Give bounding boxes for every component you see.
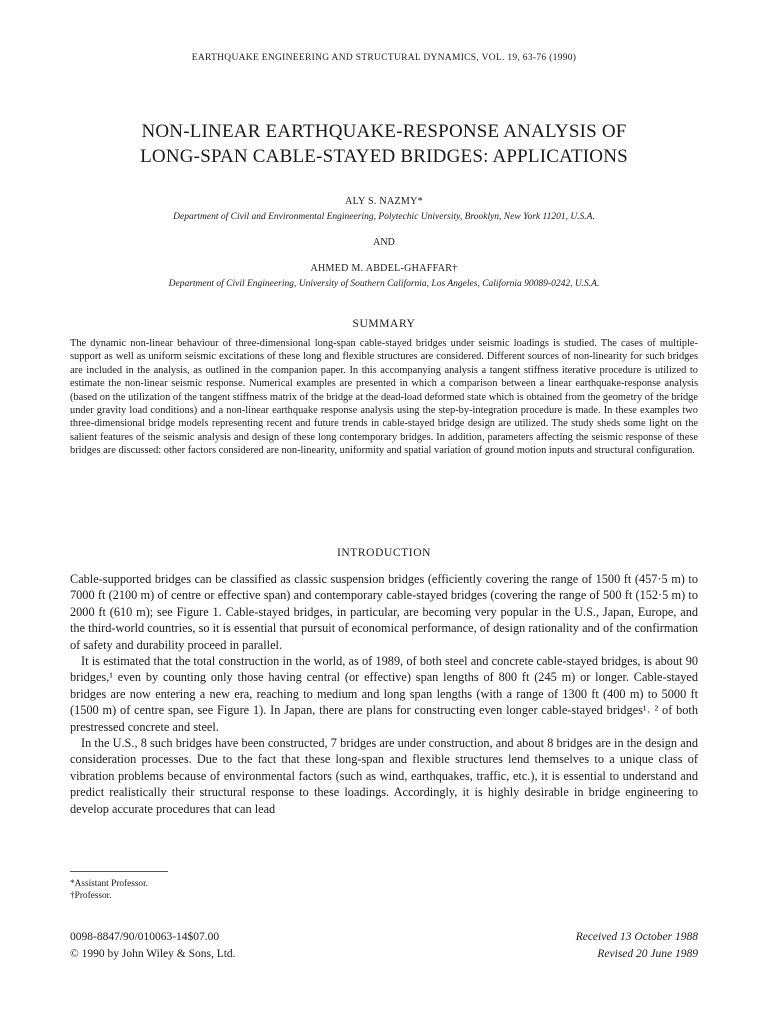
author-affiliation-2: Department of Civil Engineering, University of Southern California, Los Angeles, California 90089-0242, U.S.A.	[168, 279, 600, 289]
summary-text: The dynamic non-linear behaviour of three-dimensional long-span cable-stayed bridges under seismic loadings is studied. The cases of multiple-support as well as uniform seismic excitations of these long and flexible structures are considered. Different sources of non-linearity for such bridges are included in the analysis, as outlined in the companion paper. In this accompanying analysis a tangent stiffness iterative procedure is utilized to estimate the non-linear seismic response. Numerical examples are presented in which a comparison between a linear earthquake-response analysis (based on the utilization of the tangent stiffness matrix of the bridge at the dead-load deformed state which is obtained from the geometry of the bridge under gravity load conditions) and a non-linear earthquake response analysis using the step-by-integration procedure is made. In these examples two three-dimensional bridge models representing recent and future trends in cable-stayed bridge design are utilized. The study sheds some light on the salient features of the seismic analysis and design of these long contemporary bridges. In addition, parameters affecting the seismic response of these bridges are discussed: other factors considered are non-linearity, uniformity and spatial variation of ground motion inputs and structural configuration.	[70, 338, 698, 457]
title-line-2: LONG-SPAN CABLE-STAYED BRIDGES: APPLICATIONS	[140, 146, 628, 167]
author-name-2: AHMED M. ABDEL-GHAFFAR†	[310, 263, 458, 274]
footnote-1: *Assistant Professor.	[70, 879, 148, 889]
paper-page	[70, 0, 698, 1024]
footnotes	[70, 878, 370, 902]
footnote-2: †Professor.	[70, 891, 112, 901]
summary-heading: SUMMARY	[352, 318, 416, 330]
introduction-body	[70, 571, 698, 817]
title-line-1: NON-LINEAR EARTHQUAKE-RESPONSE ANALYSIS OF	[141, 121, 627, 142]
intro-paragraph-2: It is estimated that the total construction in the world, as of 1989, of both steel and concrete cable-stayed bridges, is about 90 bridges,¹ even by counting only those having central (or effective) span lengths of 800 ft (245 m) or longer. Cable-stayed bridges are now entering a new era, reaching to medium and long span lengths (with a range of 1300 ft (400 m) to 5000 ft (1500 m) of centre span, see Figure 1). In Japan, there are plans for constructing even longer cable-stayed bridges¹˒ ² of both prestressed concrete and steel.	[70, 654, 698, 734]
copyright-notice: © 1990 by John Wiley & Sons, Ltd.	[70, 947, 236, 960]
received-date: Received 13 October 1988	[575, 931, 698, 943]
publication-code: 0098-8847/90/010063-14$07.00	[70, 931, 220, 943]
author-affiliation-1: Department of Civil and Environmental Engineering, Polytechic University, Brooklyn, New York 11201, U.S.A.	[173, 212, 595, 222]
intro-paragraph-3: In the U.S., 8 such bridges have been constructed, 7 bridges are under construction, and about 8 bridges are in the design and consideration processes. Due to the fact that these long-span and flexible structures lend themselves to a unique class of vibration problems because of environmental factors (such as wind, earthquakes, traffic, etc.), it is essential to understand and predict realistically their structural response to these loadings. Accordingly, it is highly desirable in bridge engineering to develop accurate procedures that can lead	[70, 736, 698, 816]
author-separator: AND	[373, 237, 395, 248]
revised-date: Revised 20 June 1989	[597, 947, 698, 960]
author-name-1: ALY S. NAZMY*	[345, 196, 423, 207]
footnote-rule	[70, 871, 168, 872]
intro-paragraph-1: Cable-supported bridges can be classified as classic suspension bridges (efficiently covering the range of 1500 ft (457·5 m) to 7000 ft (2100 m) of centre or effective span) and contemporary cable-stayed bridges (covering the range of 500 ft (152·5 m) to 2000 ft (610 m); see Figure 1. Cable-stayed bridges, in particular, are becoming very popular in the U.S., Japan, Europe, and the third-world countries, so it is essential that pursuit of economical performance, of design rationality and of the confirmation of safety and durability proceed in parallel.	[70, 572, 698, 652]
paper-title	[70, 119, 698, 169]
submission-dates	[398, 929, 698, 962]
publication-info	[70, 929, 370, 962]
introduction-heading: INTRODUCTION	[336, 547, 432, 559]
journal-header: EARTHQUAKE ENGINEERING AND STRUCTURAL DYNAMICS, VOL. 19, 63-76 (1990)	[191, 53, 577, 63]
